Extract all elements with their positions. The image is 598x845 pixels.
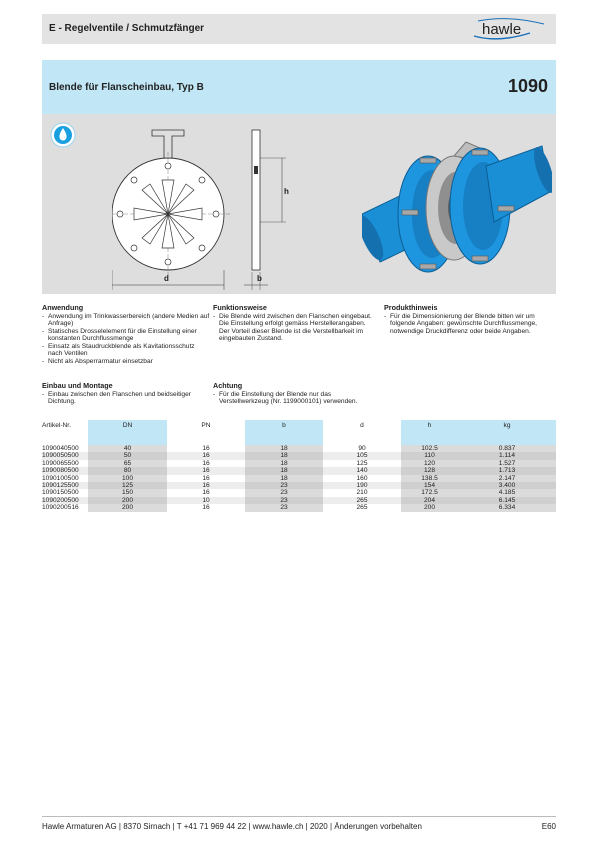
product-photo [362, 126, 552, 286]
col-header-d: d [360, 422, 364, 429]
table-cell: 16 [202, 504, 210, 512]
section-hinweise [384, 304, 556, 335]
table-cell: 190 [323, 482, 401, 489]
table-cell: 1090150500 [42, 489, 79, 497]
table-cell: 23 [245, 504, 323, 511]
table-cell: 1.114 [458, 452, 556, 459]
table-row [42, 482, 556, 489]
product-bar [42, 60, 556, 114]
chapter-title: E - Regelventile / Schmutzfänger [49, 23, 205, 34]
col-header-artikel: Artikel-Nr. [42, 422, 71, 429]
hinweise-heading: Produkthinweis [384, 303, 438, 312]
col-header-h: h [401, 420, 458, 445]
table-cell: 150 [88, 489, 167, 496]
table-cell: 16 [202, 489, 210, 497]
table-cell: 16 [167, 452, 245, 459]
list-item: - Nicht als Absperrarmatur einsetzbar [42, 358, 210, 366]
table-cell: 200 [88, 504, 167, 511]
table-cell: 4.185 [458, 489, 556, 496]
table-cell: 6.334 [458, 504, 556, 511]
table-cell: 1090065500 [42, 459, 79, 467]
table-cell: 172.5 [401, 489, 458, 496]
table-cell: 3.400 [458, 482, 556, 489]
table-cell: 210 [356, 489, 368, 497]
table-cell: 1090200516 [42, 504, 79, 512]
product-title: Blende für Flanscheinbau, Typ B [49, 82, 204, 93]
list-item: - Einsatz als Staudruckblende als Kavitationsschutz nach Ventilen [42, 343, 210, 358]
table-cell: 90 [358, 445, 366, 452]
dim-d-label: d [164, 274, 169, 283]
table-cell: 18 [245, 467, 323, 474]
table-cell: 160 [356, 474, 368, 482]
table-cell: 18 [245, 452, 323, 459]
table-cell: 1090125500 [42, 482, 88, 489]
table-cell: 110 [401, 452, 458, 459]
footer-text: Hawle Armaturen AG | 8370 Sirnach | T +41 71 969 44 22 | www.hawle.ch | 2020 | Änderungen vorbehalten [42, 822, 422, 831]
funktion-list [213, 313, 378, 343]
table-row [42, 475, 556, 482]
table-cell: 265 [323, 497, 401, 504]
dim-h-label: h [284, 187, 289, 196]
table-cell: 18 [245, 460, 323, 467]
col-header-dn: DN [88, 420, 167, 445]
table-cell: 50 [88, 452, 167, 459]
table-row [42, 504, 556, 511]
list-item: - Für die Einstellung der Blende nur das Verstellwerkzeug (Nr. 1199000101) verwenden. [213, 391, 378, 406]
table-cell: 1090200500 [42, 497, 88, 504]
table-cell: 102.5 [401, 445, 458, 452]
table-cell: 265 [356, 504, 368, 512]
table-cell: 1.713 [458, 467, 556, 474]
table-row [42, 497, 556, 504]
col-header-pn: PN [201, 422, 211, 429]
table-cell: 200 [401, 504, 458, 511]
table-cell: 16 [202, 459, 210, 467]
table-cell: 0.837 [458, 445, 556, 452]
col-header-kg: kg [458, 420, 556, 445]
table-cell: 125 [356, 459, 368, 467]
table-cell: 40 [88, 445, 167, 452]
table-body [42, 445, 556, 512]
table-cell: 65 [88, 460, 167, 467]
table-header [42, 420, 556, 445]
list-item: - Anwendung im Trinkwasserbereich (andere Medien auf Anfrage) [42, 313, 210, 328]
table-cell: 1.527 [458, 460, 556, 467]
table-cell: 125 [88, 482, 167, 489]
product-number: 1090 [507, 76, 548, 96]
table-cell: 105 [323, 452, 401, 459]
section-einbau [42, 382, 210, 406]
col-header-b: b [245, 420, 323, 445]
table-cell: 138.5 [401, 475, 458, 482]
section-anwendung [42, 304, 210, 366]
logo-text: hawle [482, 21, 522, 38]
table-cell: 80 [88, 467, 167, 474]
table-cell: 23 [245, 482, 323, 489]
table-cell: 16 [202, 474, 210, 482]
list-item: - Für die Dimensionierung der Blende bitten wir um folgende Angaben: gewünschte Durchflussmenge, notwendige Druckdifferenz oder beide Angaben. [384, 313, 556, 336]
table-cell: 1090100500 [42, 474, 79, 482]
table-cell: 140 [323, 467, 401, 474]
article-table [42, 420, 556, 512]
table-cell: 16 [167, 482, 245, 489]
table-row [42, 489, 556, 496]
funktion-heading: Funktionsweise [213, 303, 267, 312]
water-drop-icon [50, 122, 76, 148]
table-row [42, 467, 556, 474]
hawle-logo [468, 16, 550, 42]
table-cell: 23 [245, 489, 323, 496]
anwendung-heading: Anwendung [42, 303, 84, 312]
table-cell: 1090040500 [42, 445, 79, 452]
table-cell: 10 [167, 497, 245, 504]
section-funktion [213, 304, 378, 343]
image-panel [42, 114, 556, 294]
footer-divider [42, 816, 556, 817]
table-row [42, 460, 556, 467]
table-cell: 204 [401, 497, 458, 504]
table-cell: 1090050500 [42, 452, 88, 459]
table-row [42, 445, 556, 452]
anwendung-list [42, 313, 210, 366]
technical-drawing [112, 120, 332, 292]
list-item: - Statisches Drosselelement für die Einstellung einer konstanten Durchflussmenge [42, 328, 210, 343]
table-cell: 18 [245, 445, 323, 452]
table-cell: 120 [401, 460, 458, 467]
table-cell: 200 [88, 497, 167, 504]
table-cell: 18 [245, 475, 323, 482]
table-cell: 6.145 [458, 497, 556, 504]
table-cell: 23 [245, 497, 323, 504]
page-header [42, 14, 556, 44]
table-cell: 16 [202, 445, 210, 452]
table-cell: 16 [167, 467, 245, 474]
table-cell: 128 [401, 467, 458, 474]
table-row [42, 452, 556, 459]
achtung-heading: Achtung [213, 381, 243, 390]
einbau-heading: Einbau und Montage [42, 381, 113, 390]
dim-b-label: b [257, 274, 262, 283]
page-number: E60 [541, 822, 556, 831]
table-cell: 154 [401, 482, 458, 489]
table-cell: 1090080500 [42, 467, 88, 474]
section-achtung [213, 382, 378, 406]
list-item: - Einbau zwischen den Flanschen und beidseitiger Dichtung. [42, 391, 210, 406]
table-cell: 100 [88, 475, 167, 482]
table-cell: 2.147 [458, 475, 556, 482]
achtung-list [213, 391, 378, 406]
einbau-list [42, 391, 210, 406]
hinweise-list [384, 313, 556, 336]
list-item: - Die Blende wird zwischen den Flanschen eingebaut. Die Einstellung erfolgt gemäss Herstellerangaben. Der Vorteil dieser Blende ist die Verstellbarkeit im eingebauten Zustand. [213, 313, 378, 343]
